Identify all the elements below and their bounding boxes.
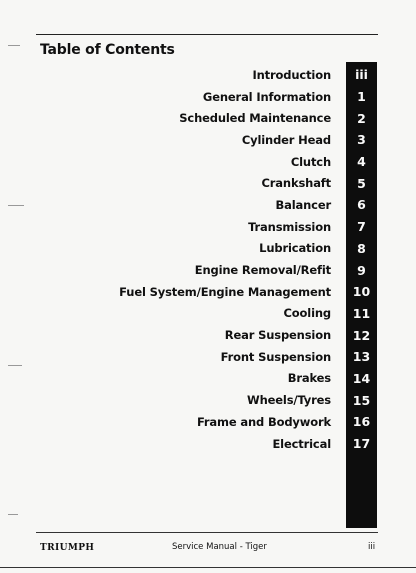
toc-entry[interactable] bbox=[120, 64, 377, 86]
footer-manual-title: Service Manual - Tiger bbox=[172, 542, 267, 552]
toc-entry[interactable] bbox=[120, 238, 377, 260]
toc-entry-label: Clutch bbox=[290, 154, 331, 169]
toc-entry[interactable] bbox=[120, 172, 377, 194]
scan-mark bbox=[8, 514, 18, 515]
toc-entry[interactable] bbox=[120, 433, 377, 455]
toc-entry[interactable] bbox=[120, 389, 377, 411]
toc-entry-number: 12 bbox=[352, 327, 371, 343]
toc-entry-label: Introduction bbox=[252, 67, 331, 82]
toc-entry-label: Balancer bbox=[275, 197, 331, 212]
scan-mark bbox=[8, 205, 24, 206]
toc-entry[interactable] bbox=[120, 368, 377, 390]
toc-entry-label: General Information bbox=[202, 89, 331, 104]
toc-entry-label: Fuel System/Engine Management bbox=[119, 284, 331, 299]
toc-list bbox=[120, 64, 377, 454]
toc-entry-number: 4 bbox=[357, 154, 366, 170]
toc-entry-number: 11 bbox=[352, 305, 371, 321]
toc-entry[interactable] bbox=[120, 281, 377, 303]
toc-entry-label: Electrical bbox=[272, 436, 331, 451]
toc-entry-number: 5 bbox=[357, 175, 366, 191]
toc-entry-label: Engine Removal/Refit bbox=[194, 263, 331, 278]
toc-entry-number: 3 bbox=[357, 132, 366, 148]
toc-entry-label: Lubrication bbox=[259, 241, 331, 256]
toc-entry[interactable] bbox=[120, 129, 377, 151]
toc-entry-number: 6 bbox=[357, 197, 366, 213]
toc-entry-number: iii bbox=[355, 67, 368, 83]
toc-entry-number: 2 bbox=[357, 110, 366, 126]
toc-entry-label: Scheduled Maintenance bbox=[179, 111, 331, 126]
toc-entry-number: 1 bbox=[357, 89, 366, 105]
toc-entry-number: 10 bbox=[352, 284, 371, 300]
page-edge-line bbox=[0, 567, 416, 568]
toc-entry-number: 7 bbox=[357, 219, 366, 235]
toc-entry[interactable] bbox=[120, 86, 377, 108]
page-title: Table of Contents bbox=[40, 42, 175, 58]
toc-entry-label: Front Suspension bbox=[220, 349, 331, 364]
toc-entry[interactable] bbox=[120, 194, 377, 216]
brand-logo: TRIUMPH bbox=[40, 543, 95, 553]
toc-entry-label: Crankshaft bbox=[261, 176, 331, 191]
toc-entry-number: 9 bbox=[357, 262, 366, 278]
toc-entry-label: Cooling bbox=[283, 306, 331, 321]
toc-entry-number: 15 bbox=[352, 392, 371, 408]
toc-entry-number: 14 bbox=[352, 370, 371, 386]
toc-entry[interactable] bbox=[120, 324, 377, 346]
bottom-rule bbox=[36, 532, 378, 533]
scan-mark bbox=[8, 45, 20, 46]
toc-entry-number: 13 bbox=[352, 349, 371, 365]
toc-entry-number: 17 bbox=[352, 436, 371, 452]
scan-mark bbox=[8, 365, 22, 366]
toc-entry[interactable] bbox=[120, 259, 377, 281]
toc-entry[interactable] bbox=[120, 216, 377, 238]
toc-entry[interactable] bbox=[120, 151, 377, 173]
toc-entry[interactable] bbox=[120, 303, 377, 325]
toc-entry-label: Cylinder Head bbox=[241, 132, 331, 147]
toc-entry-number: 8 bbox=[357, 240, 366, 256]
toc-entry-label: Rear Suspension bbox=[224, 328, 331, 343]
top-rule bbox=[36, 34, 378, 35]
toc-entry-label: Frame and Bodywork bbox=[196, 414, 331, 429]
toc-entry[interactable] bbox=[120, 346, 377, 368]
toc-entry[interactable] bbox=[120, 411, 377, 433]
toc-entry-label: Transmission bbox=[248, 219, 331, 234]
toc-entry[interactable] bbox=[120, 107, 377, 129]
toc-entry-label: Brakes bbox=[287, 371, 331, 386]
toc-entry-label: Wheels/Tyres bbox=[247, 393, 331, 408]
footer-page-number: iii bbox=[368, 542, 376, 552]
toc-entry-number: 16 bbox=[352, 414, 371, 430]
